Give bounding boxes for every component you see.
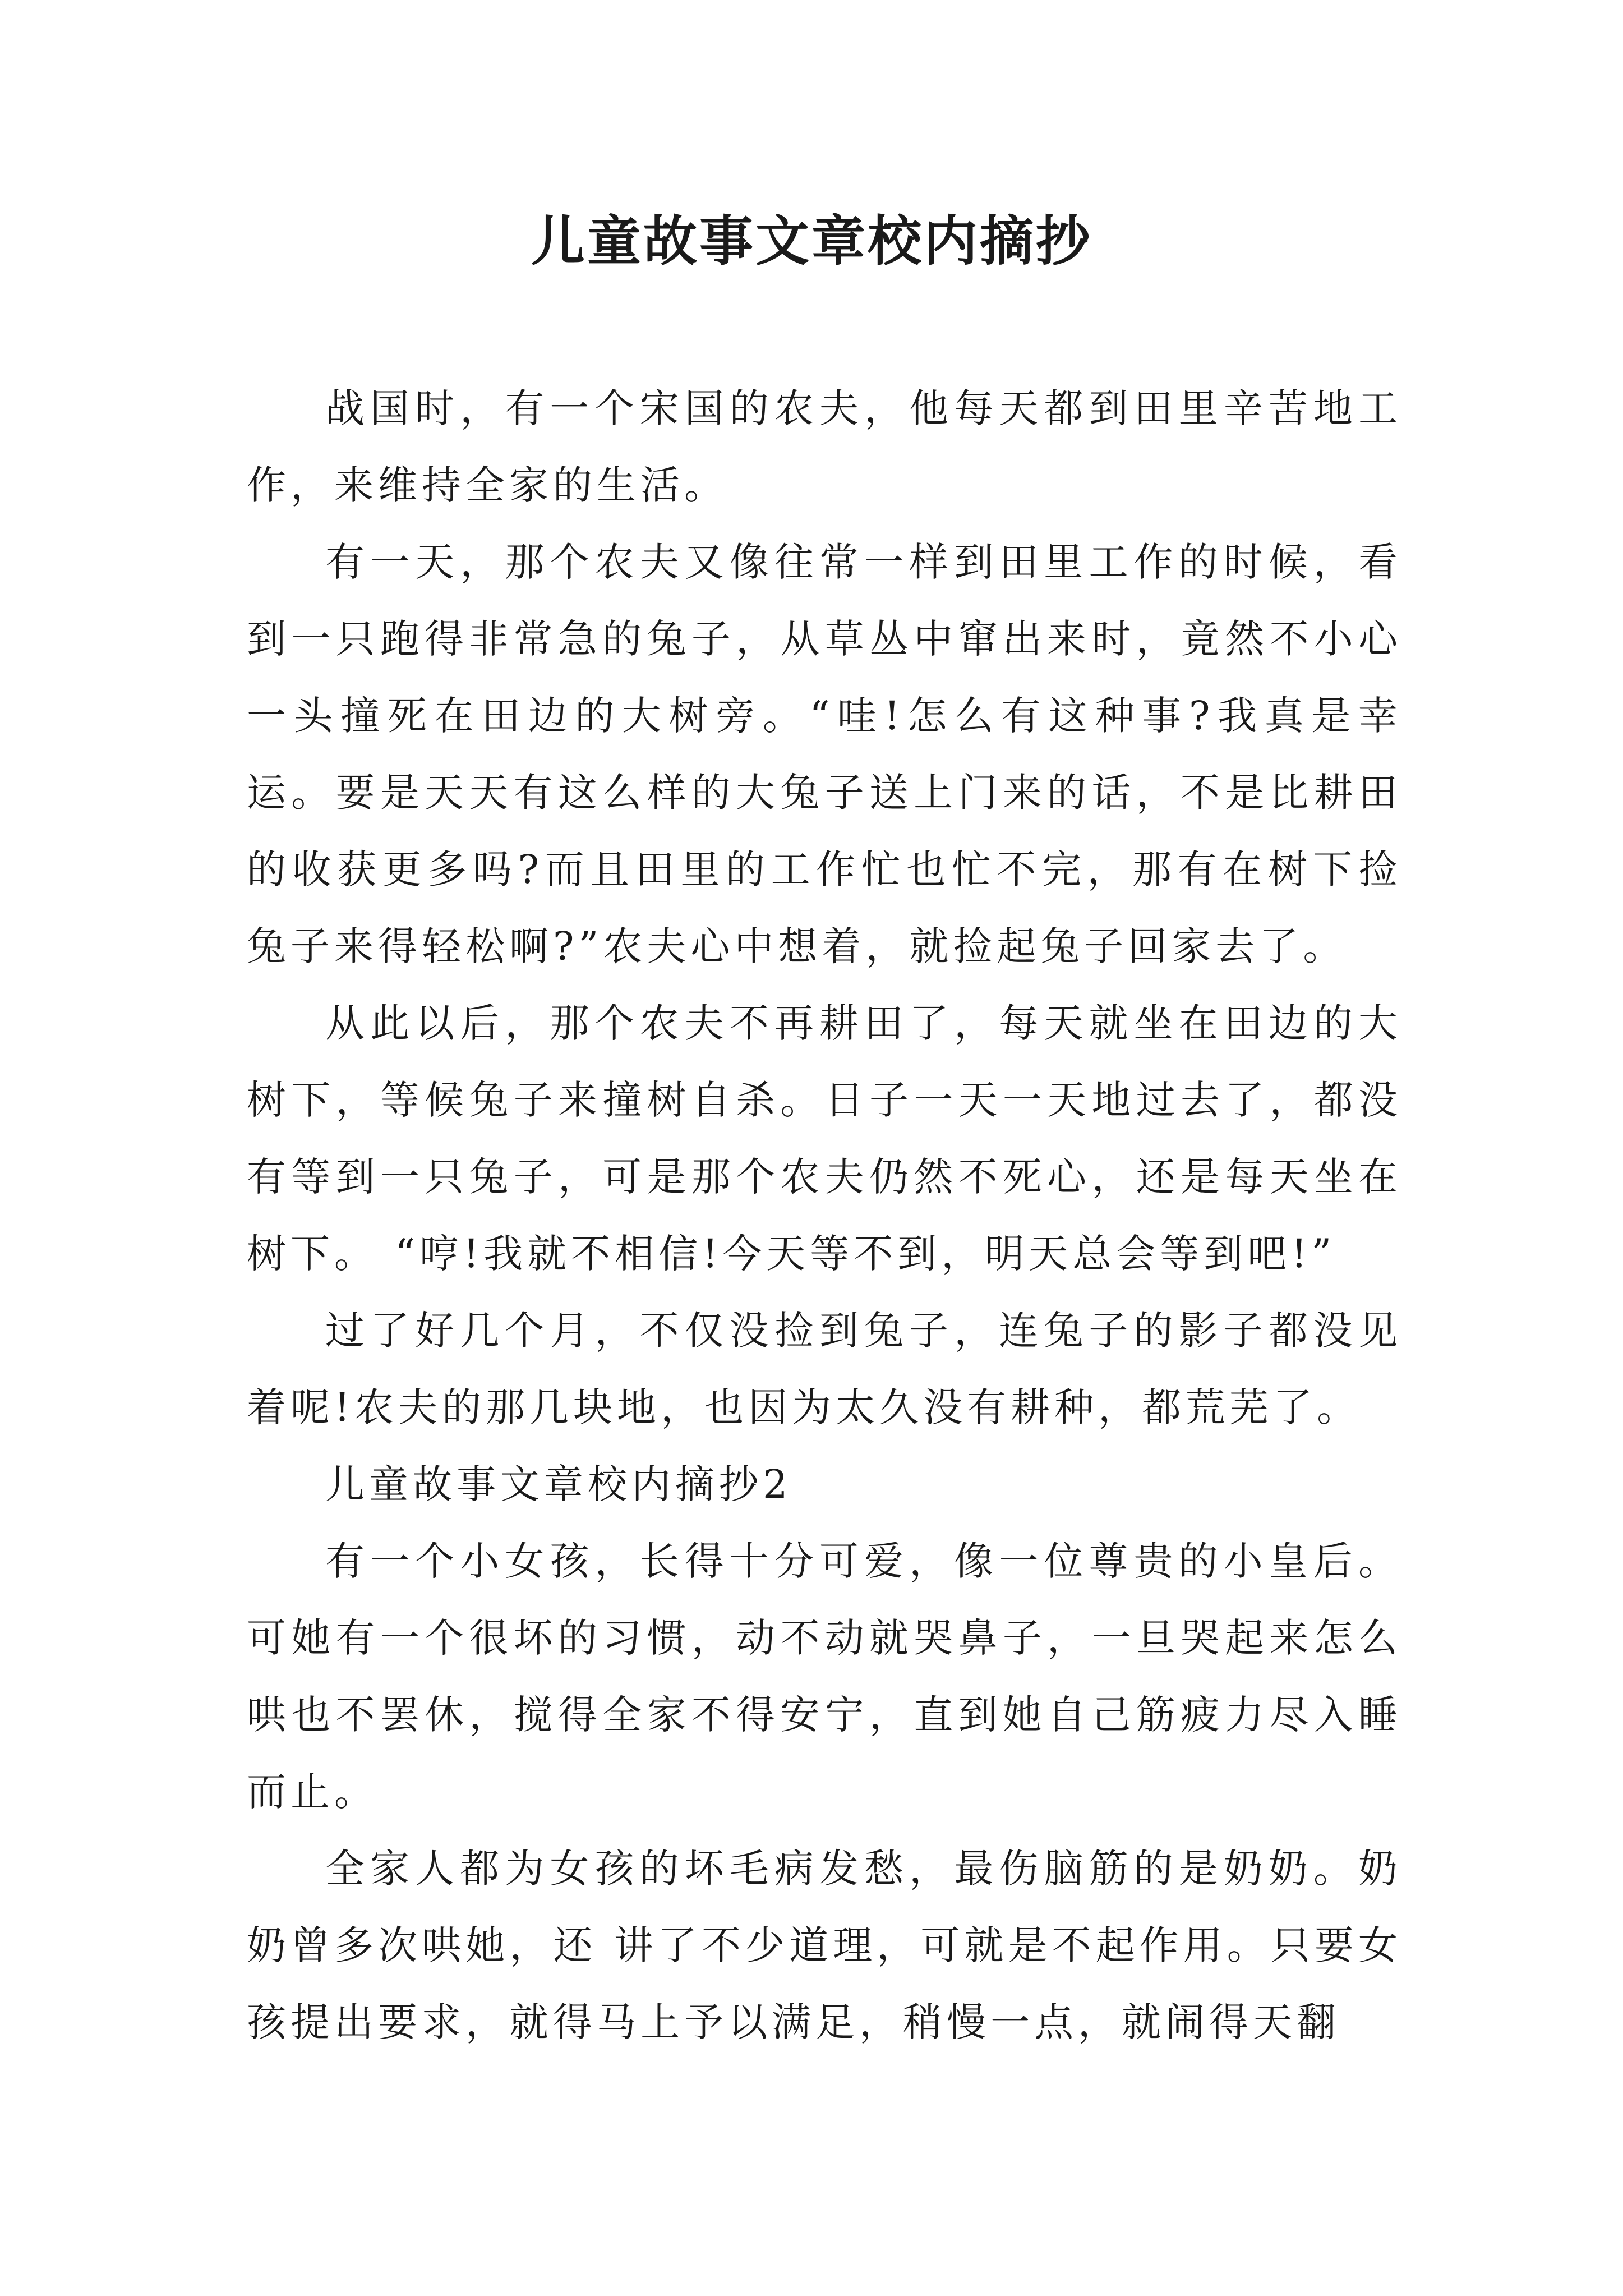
section-subheading: 儿童故事文章校内摘抄2: [325, 1461, 792, 1507]
document-title: 儿童故事文章校内摘抄: [531, 209, 1092, 273]
document-body: [247, 370, 1402, 2061]
paragraph-4: 过了好几个月，不仅没捡到兔子，连兔子的影子都没见着呢!农夫的那几块地，也因为太久没有耕种，都荒芜了。: [247, 1308, 1402, 1430]
paragraph-6: 全家人都为女孩的坏毛病发愁，最伤脑筋的是奶奶。奶奶曾多次哄她，还 讲了不少道理，可就是不起作用。只要女孩提出要求，就得马上予以满足，稍慢一点，就闹得天翻: [247, 1846, 1402, 2045]
paragraph-1: 战国时，有一个宋国的农夫，他每天都到田里辛苦地工作，来维持全家的生活。: [247, 385, 1402, 508]
paragraph-5: 有一个小女孩，长得十分可爱，像一位尊贵的小皇后。可她有一个很坏的习惯，动不动就哭鼻子，一旦哭起来怎么哄也不罢休，搅得全家不得安宁，直到她自己筋疲力尽入睡而止。: [247, 1538, 1402, 1815]
paragraph-3: 从此以后，那个农夫不再耕田了，每天就坐在田边的大树下，等候兔子来撞树自杀。日子一天一天地过去了，都没有等到一只兔子，可是那个农夫仍然不死心，还是每天坐在树下。 “哼!我就不相信!今天等不到，明天总会等到吧!”: [247, 1000, 1402, 1277]
paragraph-2: 有一天，那个农夫又像往常一样到田里工作的时候，看到一只跑得非常急的兔子，从草丛中窜出来时，竟然不小心一头撞死在田边的大树旁。“哇!怎么有这种事?我真是幸运。要是天天有这么样的大兔子送上门来的话，不是比耕田的收获更多吗?而且田里的工作忙也忙不完，那有在树下捡兔子来得轻松啊?”农夫心中想着，就捡起兔子回家去了。: [247, 539, 1402, 969]
